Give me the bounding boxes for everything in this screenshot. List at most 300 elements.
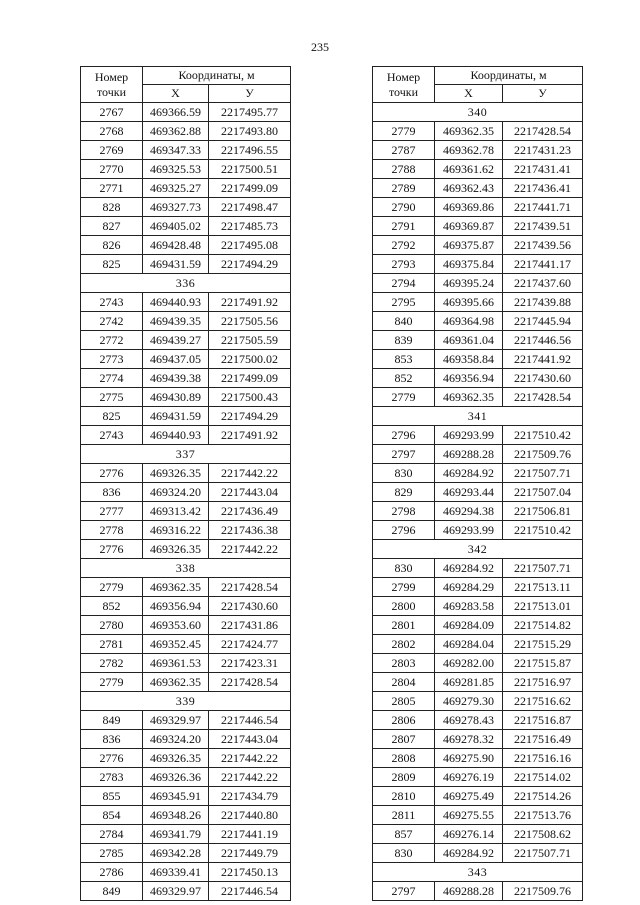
table-row — [373, 825, 583, 844]
table-row — [373, 635, 583, 654]
x-coordinate-cell: 469329.97 — [143, 711, 209, 730]
table-row — [81, 711, 291, 730]
y-coordinate-cell: 2217436.41 — [503, 179, 583, 198]
x-coordinate-cell: 469324.20 — [143, 483, 209, 502]
table-row — [81, 730, 291, 749]
x-coordinate-cell: 469313.42 — [143, 502, 209, 521]
x-coordinate-cell: 469431.59 — [143, 255, 209, 274]
point-number-cell: 2798 — [373, 502, 435, 521]
table-row — [373, 502, 583, 521]
point-number-cell: 2778 — [81, 521, 143, 540]
y-coordinate-cell: 2217507.04 — [503, 483, 583, 502]
table-row — [373, 768, 583, 787]
table-row — [373, 217, 583, 236]
y-coordinate-cell: 2217439.88 — [503, 293, 583, 312]
point-header-line1: Номер — [386, 69, 421, 84]
x-coordinate-cell: 469278.32 — [435, 730, 503, 749]
table-row — [373, 141, 583, 160]
point-number-cell: 853 — [373, 350, 435, 369]
x-coordinate-cell: 469362.35 — [143, 578, 209, 597]
point-number-cell: 2810 — [373, 787, 435, 806]
y-coordinate-cell: 2217513.76 — [503, 806, 583, 825]
y-coordinate-cell: 2217428.54 — [209, 673, 291, 692]
y-coordinate-cell: 2217428.54 — [503, 122, 583, 141]
x-coordinate-cell: 469284.92 — [435, 844, 503, 863]
x-coordinate-cell: 469395.24 — [435, 274, 503, 293]
y-coordinate-cell: 2217491.92 — [209, 426, 291, 445]
point-number-cell: 2768 — [81, 122, 143, 141]
x-coordinate-cell: 469405.02 — [143, 217, 209, 236]
point-number-cell: 2774 — [81, 369, 143, 388]
table-row — [373, 654, 583, 673]
y-coordinate-cell: 2217507.71 — [503, 559, 583, 578]
table-row — [373, 711, 583, 730]
table-row — [81, 122, 291, 141]
x-coordinate-cell: 469275.90 — [435, 749, 503, 768]
x-coordinate-cell: 469324.20 — [143, 730, 209, 749]
table-row — [81, 616, 291, 635]
table-row — [373, 312, 583, 331]
table-row — [373, 274, 583, 293]
table-row — [81, 825, 291, 844]
table-row — [373, 483, 583, 502]
section-row — [81, 274, 291, 293]
section-label: 340 — [373, 103, 583, 122]
x-coordinate-cell: 469325.27 — [143, 179, 209, 198]
point-number-cell: 2743 — [81, 293, 143, 312]
point-number-cell: 2791 — [373, 217, 435, 236]
x-coordinate-cell: 469430.89 — [143, 388, 209, 407]
point-number-cell: 854 — [81, 806, 143, 825]
x-coordinate-cell: 469362.35 — [143, 673, 209, 692]
x-coordinate-cell: 469284.92 — [435, 464, 503, 483]
y-coordinate-cell: 2217423.31 — [209, 654, 291, 673]
y-coordinate-cell: 2217424.77 — [209, 635, 291, 654]
table-row — [373, 882, 583, 901]
y-coordinate-cell: 2217494.29 — [209, 255, 291, 274]
y-coordinate-cell: 2217499.09 — [209, 369, 291, 388]
y-coordinate-cell: 2217515.87 — [503, 654, 583, 673]
table-row — [373, 198, 583, 217]
point-number-cell: 2811 — [373, 806, 435, 825]
table-row — [373, 388, 583, 407]
point-number-cell: 829 — [373, 483, 435, 502]
y-coordinate-cell: 2217445.94 — [503, 312, 583, 331]
x-coordinate-cell: 469361.53 — [143, 654, 209, 673]
y-coordinate-cell: 2217498.47 — [209, 198, 291, 217]
table-row — [373, 464, 583, 483]
table-row — [81, 179, 291, 198]
table-row — [81, 578, 291, 597]
y-coordinate-cell: 2217439.51 — [503, 217, 583, 236]
section-row — [81, 445, 291, 464]
point-number-cell: 2797 — [373, 882, 435, 901]
table-row — [81, 882, 291, 901]
y-header: У — [209, 85, 291, 103]
point-number-cell: 2779 — [373, 388, 435, 407]
y-coordinate-cell: 2217491.92 — [209, 293, 291, 312]
table-row — [81, 521, 291, 540]
x-coordinate-cell: 469342.28 — [143, 844, 209, 863]
point-number-cell: 2799 — [373, 578, 435, 597]
y-coordinate-cell: 2217442.22 — [209, 749, 291, 768]
y-coordinate-cell: 2217442.22 — [209, 768, 291, 787]
x-coordinate-cell: 469375.87 — [435, 236, 503, 255]
x-coordinate-cell: 469282.00 — [435, 654, 503, 673]
table-row — [81, 350, 291, 369]
x-coordinate-cell: 469288.28 — [435, 882, 503, 901]
x-coordinate-cell: 469327.73 — [143, 198, 209, 217]
y-coordinate-cell: 2217505.56 — [209, 312, 291, 331]
point-number-cell: 2769 — [81, 141, 143, 160]
x-header: X — [143, 85, 209, 103]
x-coordinate-cell: 469284.09 — [435, 616, 503, 635]
table-row — [373, 350, 583, 369]
table-row — [81, 217, 291, 236]
y-coordinate-cell: 2217516.16 — [503, 749, 583, 768]
y-coordinate-cell: 2217431.86 — [209, 616, 291, 635]
y-coordinate-cell: 2217441.92 — [503, 350, 583, 369]
section-row — [373, 103, 583, 122]
table-row — [81, 787, 291, 806]
table-row — [373, 578, 583, 597]
x-coordinate-cell: 469362.78 — [435, 141, 503, 160]
point-number-cell: 2792 — [373, 236, 435, 255]
point-number-cell: 2806 — [373, 711, 435, 730]
point-number-cell: 849 — [81, 711, 143, 730]
x-coordinate-cell: 469278.43 — [435, 711, 503, 730]
x-coordinate-cell: 469439.35 — [143, 312, 209, 331]
table-row — [81, 483, 291, 502]
point-number-cell: 2773 — [81, 350, 143, 369]
x-coordinate-cell: 469362.35 — [435, 122, 503, 141]
table-row — [373, 293, 583, 312]
x-coordinate-cell: 469361.62 — [435, 160, 503, 179]
x-coordinate-cell: 469326.36 — [143, 768, 209, 787]
point-number-cell: 849 — [81, 882, 143, 901]
y-coordinate-cell: 2217428.54 — [503, 388, 583, 407]
point-number-cell: 2808 — [373, 749, 435, 768]
point-number-cell: 2779 — [81, 673, 143, 692]
point-number-cell: 852 — [81, 597, 143, 616]
x-coordinate-cell: 469316.22 — [143, 521, 209, 540]
y-header: У — [503, 85, 583, 103]
point-number-cell: 2776 — [81, 540, 143, 559]
table-row — [81, 369, 291, 388]
point-number-cell: 830 — [373, 464, 435, 483]
page-number: 235 — [311, 40, 329, 54]
table-row — [81, 407, 291, 426]
x-coordinate-cell: 469293.44 — [435, 483, 503, 502]
y-coordinate-cell: 2217506.81 — [503, 502, 583, 521]
y-coordinate-cell: 2217450.13 — [209, 863, 291, 882]
table-row — [373, 236, 583, 255]
coordinates-header: Координаты, м — [435, 67, 583, 85]
y-coordinate-cell: 2217495.08 — [209, 236, 291, 255]
table-row — [373, 692, 583, 711]
point-number-cell: 2775 — [81, 388, 143, 407]
y-coordinate-cell: 2217441.71 — [503, 198, 583, 217]
x-coordinate-cell: 469369.87 — [435, 217, 503, 236]
x-coordinate-cell: 469339.41 — [143, 863, 209, 882]
table-row — [373, 369, 583, 388]
point-number-cell: 2804 — [373, 673, 435, 692]
table-row — [373, 331, 583, 350]
y-coordinate-cell: 2217440.80 — [209, 806, 291, 825]
y-coordinate-cell: 2217446.54 — [209, 711, 291, 730]
y-coordinate-cell: 2217441.17 — [503, 255, 583, 274]
y-coordinate-cell: 2217485.73 — [209, 217, 291, 236]
y-coordinate-cell: 2217496.55 — [209, 141, 291, 160]
x-coordinate-cell: 469353.60 — [143, 616, 209, 635]
table-row — [81, 635, 291, 654]
section-row — [373, 540, 583, 559]
point-number-cell: 828 — [81, 198, 143, 217]
point-number-cell: 830 — [373, 559, 435, 578]
y-coordinate-cell: 2217513.11 — [503, 578, 583, 597]
table-row — [81, 103, 291, 122]
x-coordinate-cell: 469431.59 — [143, 407, 209, 426]
table-row — [81, 654, 291, 673]
table-row — [81, 198, 291, 217]
right-table-body — [373, 103, 583, 901]
point-number-cell: 840 — [373, 312, 435, 331]
table-row — [81, 293, 291, 312]
section-label: 342 — [373, 540, 583, 559]
x-coordinate-cell: 469395.66 — [435, 293, 503, 312]
table-row — [373, 559, 583, 578]
section-row — [373, 863, 583, 882]
section-label: 341 — [373, 407, 583, 426]
x-coordinate-cell: 469284.29 — [435, 578, 503, 597]
y-coordinate-cell: 2217516.97 — [503, 673, 583, 692]
x-coordinate-cell: 469439.38 — [143, 369, 209, 388]
point-number-cell: 836 — [81, 483, 143, 502]
y-coordinate-cell: 2217500.51 — [209, 160, 291, 179]
y-coordinate-cell: 2217442.22 — [209, 464, 291, 483]
x-coordinate-cell: 469276.19 — [435, 768, 503, 787]
coordinates-header: Координаты, м — [143, 67, 291, 85]
point-number-cell: 2777 — [81, 502, 143, 521]
point-number-header — [373, 67, 435, 103]
x-coordinate-cell: 469276.14 — [435, 825, 503, 844]
y-coordinate-cell: 2217442.22 — [209, 540, 291, 559]
point-number-cell: 2780 — [81, 616, 143, 635]
x-coordinate-cell: 469428.48 — [143, 236, 209, 255]
y-coordinate-cell: 2217430.60 — [503, 369, 583, 388]
y-coordinate-cell: 2217494.29 — [209, 407, 291, 426]
point-number-cell: 2803 — [373, 654, 435, 673]
left-table-body — [81, 103, 291, 901]
y-coordinate-cell: 2217510.42 — [503, 521, 583, 540]
table-row — [81, 502, 291, 521]
y-coordinate-cell: 2217514.02 — [503, 768, 583, 787]
x-coordinate-cell: 469329.97 — [143, 882, 209, 901]
table-row — [81, 331, 291, 350]
point-number-cell: 2784 — [81, 825, 143, 844]
point-number-cell: 2787 — [373, 141, 435, 160]
x-coordinate-cell: 469361.04 — [435, 331, 503, 350]
point-number-cell: 2789 — [373, 179, 435, 198]
table-row — [81, 141, 291, 160]
x-coordinate-cell: 469440.93 — [143, 293, 209, 312]
point-number-cell: 2771 — [81, 179, 143, 198]
x-coordinate-cell: 469356.94 — [435, 369, 503, 388]
x-coordinate-cell: 469275.49 — [435, 787, 503, 806]
point-number-cell: 857 — [373, 825, 435, 844]
x-coordinate-cell: 469293.99 — [435, 426, 503, 445]
y-coordinate-cell: 2217437.60 — [503, 274, 583, 293]
point-number-cell: 855 — [81, 787, 143, 806]
y-coordinate-cell: 2217514.26 — [503, 787, 583, 806]
table-row — [373, 521, 583, 540]
table-row — [373, 844, 583, 863]
point-number-cell: 825 — [81, 407, 143, 426]
point-number-cell: 839 — [373, 331, 435, 350]
point-number-cell: 2767 — [81, 103, 143, 122]
table-row — [373, 445, 583, 464]
x-coordinate-cell: 469348.26 — [143, 806, 209, 825]
point-number-cell: 826 — [81, 236, 143, 255]
point-number-cell: 2796 — [373, 426, 435, 445]
table-row — [81, 464, 291, 483]
y-coordinate-cell: 2217516.62 — [503, 692, 583, 711]
y-coordinate-cell: 2217428.54 — [209, 578, 291, 597]
point-number-cell: 2796 — [373, 521, 435, 540]
y-coordinate-cell: 2217430.60 — [209, 597, 291, 616]
table-row — [373, 673, 583, 692]
point-number-cell: 2793 — [373, 255, 435, 274]
x-coordinate-cell: 469366.59 — [143, 103, 209, 122]
point-header-line2: точки — [388, 84, 419, 99]
y-coordinate-cell: 2217443.04 — [209, 730, 291, 749]
table-row — [81, 768, 291, 787]
table-row — [81, 844, 291, 863]
section-row — [373, 407, 583, 426]
y-coordinate-cell: 2217436.49 — [209, 502, 291, 521]
point-number-cell: 2779 — [81, 578, 143, 597]
table-row — [373, 160, 583, 179]
y-coordinate-cell: 2217507.71 — [503, 844, 583, 863]
point-number-cell: 2783 — [81, 768, 143, 787]
x-coordinate-cell: 469281.85 — [435, 673, 503, 692]
point-number-cell: 2795 — [373, 293, 435, 312]
y-coordinate-cell: 2217495.77 — [209, 103, 291, 122]
y-coordinate-cell: 2217509.76 — [503, 445, 583, 464]
point-number-cell: 2770 — [81, 160, 143, 179]
y-coordinate-cell: 2217510.42 — [503, 426, 583, 445]
coordinates-table-left — [80, 66, 291, 901]
x-coordinate-cell: 469341.79 — [143, 825, 209, 844]
table-row — [373, 179, 583, 198]
point-number-cell: 2742 — [81, 312, 143, 331]
table-row — [81, 863, 291, 882]
table-row — [373, 426, 583, 445]
x-coordinate-cell: 469362.88 — [143, 122, 209, 141]
section-row — [81, 692, 291, 711]
y-coordinate-cell: 2217508.62 — [503, 825, 583, 844]
x-coordinate-cell: 469364.98 — [435, 312, 503, 331]
point-header-line2: точки — [96, 84, 127, 99]
x-coordinate-cell: 469369.86 — [435, 198, 503, 217]
table-row — [81, 749, 291, 768]
y-coordinate-cell: 2217436.38 — [209, 521, 291, 540]
section-label: 343 — [373, 863, 583, 882]
point-number-cell: 2802 — [373, 635, 435, 654]
x-coordinate-cell: 469439.27 — [143, 331, 209, 350]
x-coordinate-cell: 469294.38 — [435, 502, 503, 521]
x-coordinate-cell: 469352.45 — [143, 635, 209, 654]
table-row — [81, 236, 291, 255]
point-number-cell: 2776 — [81, 749, 143, 768]
y-coordinate-cell: 2217434.79 — [209, 787, 291, 806]
section-label: 339 — [81, 692, 291, 711]
x-coordinate-cell: 469356.94 — [143, 597, 209, 616]
point-number-cell: 2809 — [373, 768, 435, 787]
y-coordinate-cell: 2217514.82 — [503, 616, 583, 635]
x-coordinate-cell: 469279.30 — [435, 692, 503, 711]
y-coordinate-cell: 2217431.23 — [503, 141, 583, 160]
coordinates-table-right — [372, 66, 583, 901]
point-number-cell: 2772 — [81, 331, 143, 350]
x-coordinate-cell: 469293.99 — [435, 521, 503, 540]
point-number-cell: 2782 — [81, 654, 143, 673]
table-row — [373, 255, 583, 274]
y-coordinate-cell: 2217515.29 — [503, 635, 583, 654]
x-coordinate-cell: 469283.58 — [435, 597, 503, 616]
point-number-cell: 2797 — [373, 445, 435, 464]
x-coordinate-cell: 469326.35 — [143, 464, 209, 483]
table-row — [81, 388, 291, 407]
y-coordinate-cell: 2217446.54 — [209, 882, 291, 901]
y-coordinate-cell: 2217493.80 — [209, 122, 291, 141]
table-row — [81, 255, 291, 274]
x-coordinate-cell: 469275.55 — [435, 806, 503, 825]
y-coordinate-cell: 2217443.04 — [209, 483, 291, 502]
x-coordinate-cell: 469284.04 — [435, 635, 503, 654]
table-row — [373, 616, 583, 635]
x-coordinate-cell: 469284.92 — [435, 559, 503, 578]
y-coordinate-cell: 2217500.02 — [209, 350, 291, 369]
y-coordinate-cell: 2217505.59 — [209, 331, 291, 350]
point-number-cell: 852 — [373, 369, 435, 388]
point-number-cell: 2788 — [373, 160, 435, 179]
point-number-cell: 827 — [81, 217, 143, 236]
y-coordinate-cell: 2217516.49 — [503, 730, 583, 749]
table-row — [373, 122, 583, 141]
table-row — [81, 806, 291, 825]
y-coordinate-cell: 2217513.01 — [503, 597, 583, 616]
table-row — [373, 730, 583, 749]
table-row — [81, 673, 291, 692]
x-coordinate-cell: 469325.53 — [143, 160, 209, 179]
table-row — [81, 426, 291, 445]
x-coordinate-cell: 469362.43 — [435, 179, 503, 198]
x-coordinate-cell: 469358.84 — [435, 350, 503, 369]
point-number-cell: 836 — [81, 730, 143, 749]
point-number-cell: 2800 — [373, 597, 435, 616]
y-coordinate-cell: 2217507.71 — [503, 464, 583, 483]
x-coordinate-cell: 469440.93 — [143, 426, 209, 445]
y-coordinate-cell: 2217516.87 — [503, 711, 583, 730]
point-number-cell: 2776 — [81, 464, 143, 483]
point-number-cell: 2794 — [373, 274, 435, 293]
point-number-cell: 2786 — [81, 863, 143, 882]
point-number-header — [81, 67, 143, 103]
section-label: 337 — [81, 445, 291, 464]
y-coordinate-cell: 2217441.19 — [209, 825, 291, 844]
y-coordinate-cell: 2217509.76 — [503, 882, 583, 901]
